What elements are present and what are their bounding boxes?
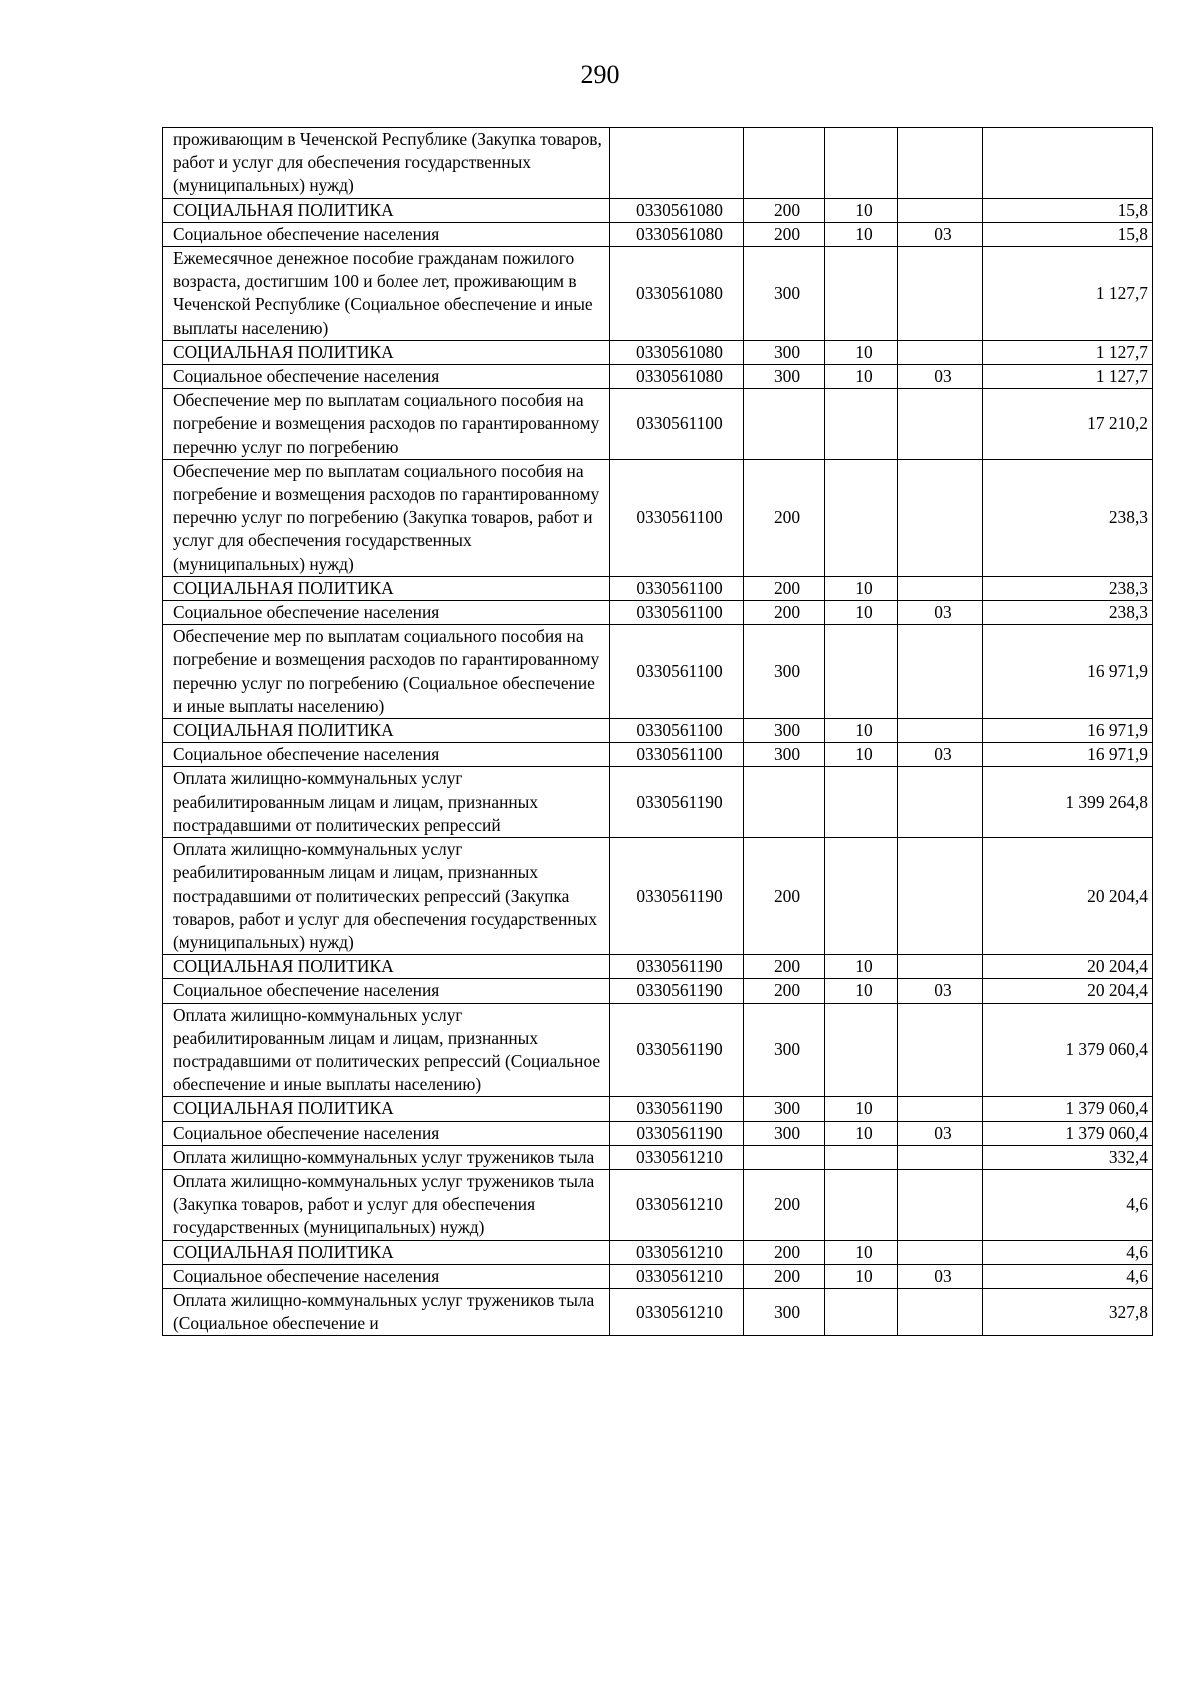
section-cell [825, 625, 898, 719]
expense-type-cell: 300 [744, 365, 825, 389]
target-code-cell: 0330561190 [610, 1121, 744, 1145]
subsection-cell [898, 625, 983, 719]
section-cell [825, 1003, 898, 1097]
subsection-cell [898, 576, 983, 600]
expense-type-cell: 200 [744, 222, 825, 246]
subsection-cell: 03 [898, 743, 983, 767]
amount-cell: 238,3 [983, 601, 1153, 625]
expense-type-cell: 300 [744, 1288, 825, 1335]
section-cell [825, 767, 898, 838]
item-name-cell: Обеспечение мер по выплатам социального пособия на погребение и возмещения расходов по гарантированному перечню услуг по погребению [163, 389, 610, 460]
expense-type-cell: 300 [744, 743, 825, 767]
item-name-cell: СОЦИАЛЬНАЯ ПОЛИТИКА [163, 1240, 610, 1264]
item-name-cell: Оплата жилищно-коммунальных услуг тружеников тыла [163, 1145, 610, 1169]
item-name-cell: Обеспечение мер по выплатам социального пособия на погребение и возмещения расходов по гарантированному перечню услуг по погребению (Закупка товаров, работ и услуг для обеспечения государственных (муниципальных) нужд) [163, 459, 610, 576]
section-cell: 10 [825, 743, 898, 767]
amount-cell: 20 204,4 [983, 955, 1153, 979]
item-name-cell: СОЦИАЛЬНАЯ ПОЛИТИКА [163, 955, 610, 979]
amount-cell: 238,3 [983, 576, 1153, 600]
item-name-cell: Оплата жилищно-коммунальных услуг реабилитированным лицам и лицам, признанных пострадавшими от политических репрессий (Закупка товаров, работ и услуг для обеспечения государственных (муниципальных) нужд) [163, 838, 610, 955]
target-code-cell: 0330561080 [610, 222, 744, 246]
table-row [163, 625, 1153, 719]
target-code-cell: 0330561190 [610, 955, 744, 979]
target-code-cell: 0330561080 [610, 198, 744, 222]
table-row [163, 838, 1153, 955]
target-code-cell: 0330561100 [610, 719, 744, 743]
item-name-cell: Социальное обеспечение населения [163, 365, 610, 389]
subsection-cell: 03 [898, 1264, 983, 1288]
section-cell: 10 [825, 601, 898, 625]
subsection-cell [898, 198, 983, 222]
amount-cell: 17 210,2 [983, 389, 1153, 460]
item-name-cell: Социальное обеспечение населения [163, 1264, 610, 1288]
item-name-cell: Ежемесячное денежное пособие гражданам пожилого возраста, достигшим 100 и более лет, проживающим в Чеченской Республике (Социальное обеспечение и иные выплаты населению) [163, 247, 610, 341]
item-name-cell: Социальное обеспечение населения [163, 601, 610, 625]
expense-type-cell [744, 767, 825, 838]
item-name-cell: СОЦИАЛЬНАЯ ПОЛИТИКА [163, 340, 610, 364]
target-code-cell: 0330561190 [610, 838, 744, 955]
subsection-cell [898, 719, 983, 743]
subsection-cell [898, 247, 983, 341]
target-code-cell: 0330561080 [610, 340, 744, 364]
expense-type-cell: 200 [744, 601, 825, 625]
table-row [163, 1169, 1153, 1240]
table-row [163, 719, 1153, 743]
item-name-cell: Оплата жилищно-коммунальных услуг реабилитированным лицам и лицам, признанных пострадавшими от политических репрессий [163, 767, 610, 838]
expense-type-cell: 300 [744, 1003, 825, 1097]
item-name-cell: проживающим в Чеченской Республике (Закупка товаров, работ и услуг для обеспечения государственных (муниципальных) нужд) [163, 128, 610, 199]
section-cell: 10 [825, 955, 898, 979]
item-name-cell: СОЦИАЛЬНАЯ ПОЛИТИКА [163, 576, 610, 600]
page-number: 290 [580, 60, 620, 89]
subsection-cell [898, 459, 983, 576]
table-row [163, 222, 1153, 246]
amount-cell [983, 128, 1153, 199]
amount-cell: 238,3 [983, 459, 1153, 576]
amount-cell: 16 971,9 [983, 743, 1153, 767]
subsection-cell [898, 128, 983, 199]
target-code-cell: 0330561210 [610, 1145, 744, 1169]
table-row [163, 1003, 1153, 1097]
section-cell: 10 [825, 719, 898, 743]
subsection-cell [898, 1169, 983, 1240]
target-code-cell: 0330561100 [610, 576, 744, 600]
table-row [163, 1121, 1153, 1145]
table-row [163, 128, 1153, 199]
amount-cell: 1 127,7 [983, 340, 1153, 364]
expense-type-cell: 300 [744, 340, 825, 364]
expense-type-cell: 200 [744, 1240, 825, 1264]
expense-type-cell: 200 [744, 1169, 825, 1240]
section-cell: 10 [825, 365, 898, 389]
item-name-cell: Оплата жилищно-коммунальных услуг тружеников тыла (Социальное обеспечение и [163, 1288, 610, 1335]
amount-cell: 327,8 [983, 1288, 1153, 1335]
table-row [163, 389, 1153, 460]
item-name-cell: СОЦИАЛЬНАЯ ПОЛИТИКА [163, 1097, 610, 1121]
subsection-cell [898, 340, 983, 364]
expense-type-cell [744, 128, 825, 199]
subsection-cell [898, 1097, 983, 1121]
target-code-cell: 0330561100 [610, 389, 744, 460]
amount-cell: 20 204,4 [983, 979, 1153, 1003]
target-code-cell: 0330561190 [610, 1097, 744, 1121]
expense-type-cell: 200 [744, 198, 825, 222]
subsection-cell: 03 [898, 979, 983, 1003]
section-cell: 10 [825, 1097, 898, 1121]
section-cell [825, 389, 898, 460]
section-cell [825, 247, 898, 341]
amount-cell: 20 204,4 [983, 838, 1153, 955]
target-code-cell: 0330561100 [610, 625, 744, 719]
section-cell [825, 128, 898, 199]
target-code-cell: 0330561080 [610, 247, 744, 341]
amount-cell: 1 379 060,4 [983, 1003, 1153, 1097]
amount-cell: 4,6 [983, 1264, 1153, 1288]
item-name-cell: Социальное обеспечение населения [163, 1121, 610, 1145]
expense-type-cell [744, 389, 825, 460]
section-cell: 10 [825, 1264, 898, 1288]
section-cell [825, 1288, 898, 1335]
expense-type-cell: 300 [744, 1097, 825, 1121]
table-row [163, 459, 1153, 576]
section-cell: 10 [825, 576, 898, 600]
subsection-cell [898, 389, 983, 460]
table-row [163, 365, 1153, 389]
target-code-cell: 0330561190 [610, 767, 744, 838]
target-code-cell [610, 128, 744, 199]
target-code-cell: 0330561210 [610, 1264, 744, 1288]
expense-type-cell: 200 [744, 576, 825, 600]
section-cell: 10 [825, 340, 898, 364]
amount-cell: 1 399 264,8 [983, 767, 1153, 838]
amount-cell: 15,8 [983, 222, 1153, 246]
expense-type-cell: 300 [744, 719, 825, 743]
target-code-cell: 0330561100 [610, 743, 744, 767]
amount-cell: 1 127,7 [983, 365, 1153, 389]
amount-cell: 1 379 060,4 [983, 1097, 1153, 1121]
amount-cell: 1 379 060,4 [983, 1121, 1153, 1145]
section-cell: 10 [825, 222, 898, 246]
item-name-cell: Социальное обеспечение населения [163, 979, 610, 1003]
expense-type-cell: 300 [744, 247, 825, 341]
expense-type-cell [744, 1145, 825, 1169]
expense-type-cell: 200 [744, 979, 825, 1003]
section-cell: 10 [825, 1121, 898, 1145]
subsection-cell [898, 1288, 983, 1335]
target-code-cell: 0330561210 [610, 1169, 744, 1240]
expense-type-cell: 200 [744, 459, 825, 576]
table-row [163, 955, 1153, 979]
expense-type-cell: 200 [744, 955, 825, 979]
section-cell [825, 459, 898, 576]
target-code-cell: 0330561080 [610, 365, 744, 389]
subsection-cell [898, 955, 983, 979]
table-body [163, 128, 1153, 1336]
subsection-cell: 03 [898, 222, 983, 246]
subsection-cell [898, 767, 983, 838]
item-name-cell: Оплата жилищно-коммунальных услуг реабилитированным лицам и лицам, признанных пострадавшими от политических репрессий (Социальное обеспечение и иные выплаты населению) [163, 1003, 610, 1097]
expense-type-cell: 200 [744, 838, 825, 955]
section-cell [825, 1169, 898, 1240]
table-row [163, 1240, 1153, 1264]
target-code-cell: 0330561100 [610, 459, 744, 576]
table-row [163, 979, 1153, 1003]
subsection-cell [898, 1240, 983, 1264]
amount-cell: 16 971,9 [983, 625, 1153, 719]
table-row [163, 198, 1153, 222]
subsection-cell: 03 [898, 1121, 983, 1145]
section-cell: 10 [825, 1240, 898, 1264]
subsection-cell [898, 1003, 983, 1097]
target-code-cell: 0330561190 [610, 1003, 744, 1097]
item-name-cell: СОЦИАЛЬНАЯ ПОЛИТИКА [163, 719, 610, 743]
table-row [163, 247, 1153, 341]
table-row [163, 1097, 1153, 1121]
table-row [163, 1264, 1153, 1288]
amount-cell: 15,8 [983, 198, 1153, 222]
expense-type-cell: 300 [744, 1121, 825, 1145]
amount-cell: 16 971,9 [983, 719, 1153, 743]
table-row [163, 1145, 1153, 1169]
expense-type-cell: 200 [744, 1264, 825, 1288]
table-row [163, 1288, 1153, 1335]
target-code-cell: 0330561210 [610, 1240, 744, 1264]
budget-table [162, 127, 1153, 1336]
item-name-cell: Оплата жилищно-коммунальных услуг тружеников тыла (Закупка товаров, работ и услуг для обеспечения государственных (муниципальных) нужд) [163, 1169, 610, 1240]
item-name-cell: Социальное обеспечение населения [163, 743, 610, 767]
target-code-cell: 0330561210 [610, 1288, 744, 1335]
section-cell: 10 [825, 979, 898, 1003]
item-name-cell: Обеспечение мер по выплатам социального пособия на погребение и возмещения расходов по гарантированному перечню услуг по погребению (Социальное обеспечение и иные выплаты населению) [163, 625, 610, 719]
subsection-cell: 03 [898, 601, 983, 625]
amount-cell: 332,4 [983, 1145, 1153, 1169]
target-code-cell: 0330561100 [610, 601, 744, 625]
expense-type-cell: 300 [744, 625, 825, 719]
subsection-cell [898, 1145, 983, 1169]
table-row [163, 576, 1153, 600]
section-cell [825, 1145, 898, 1169]
amount-cell: 4,6 [983, 1169, 1153, 1240]
item-name-cell: Социальное обеспечение населения [163, 222, 610, 246]
table-row [163, 743, 1153, 767]
table-row [163, 601, 1153, 625]
amount-cell: 4,6 [983, 1240, 1153, 1264]
subsection-cell: 03 [898, 365, 983, 389]
amount-cell: 1 127,7 [983, 247, 1153, 341]
table-row [163, 767, 1153, 838]
target-code-cell: 0330561190 [610, 979, 744, 1003]
section-cell: 10 [825, 198, 898, 222]
item-name-cell: СОЦИАЛЬНАЯ ПОЛИТИКА [163, 198, 610, 222]
section-cell [825, 838, 898, 955]
table-row [163, 340, 1153, 364]
subsection-cell [898, 838, 983, 955]
